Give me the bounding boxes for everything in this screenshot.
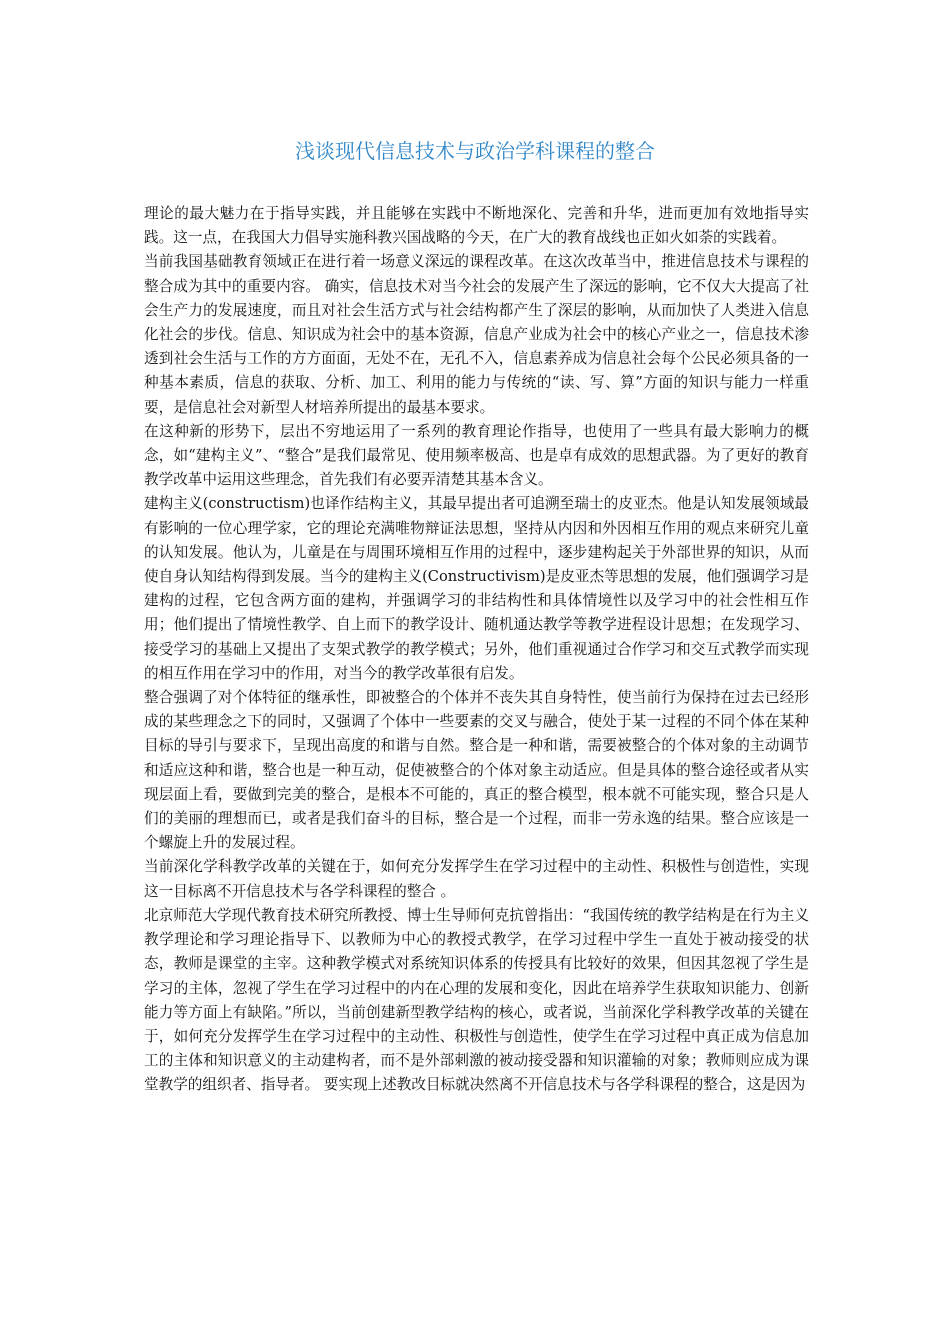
paragraph: 理论的最大魅力在于指导实践，并且能够在实践中不断地深化、完善和升华，进而更加有效地指导实践。这一点，在我国大力倡导实施科教兴国战略的今天，在广大的教育战线也正如火如荼的实践着。 — [144, 205, 809, 247]
paragraph: 整合强调了对个体特征的继承性，即被整合的个体并不丧失其自身特性，使当前行为保持在过去已经形成的某些理念之下的同时，又强调了个体中一些要素的交叉与融合，使处于某一过程的不同个体在某种目标的导引与要求下，呈现出高度的和谐与自然。整合是一种和谐，需要被整合的个体对象的主动调节和适应这种和谐，整合也是一种互动，促使被整合的个体对象主动适应。但是具体的整合途径或者从实现层面上看，要做到完美的整合，是根本不可能的，真正的整合模型，根本就不可能实现，整合只是人们的美丽的理想而已，或者是我们奋斗的目标，整合是一个过程，而非一劳永逸的结果。整合应该是一个螺旋上升的发展过程。 — [144, 689, 809, 852]
paragraph: 北京师范大学现代教育技术研究所教授、博士生导师何克抗曾指出：“我国传统的教学结构是在行为主义教学理论和学习理论指导下、以教师为中心的教授式教学，在学习过程中学生一直处于被动接受的状态，教师是课堂的主宰。这种教学模式对系统知识体系的传授具有比较好的效果，但因其忽视了学生是学习的主体，忽视了学生在学习过程中的内在心理的发展和变化，因此在培养学生获取知识能力、创新能力等方面上有缺陷。”所以，当前创建新型教学结构的核心，或者说，当前深化学科教学改革的关键在于，如何充分发挥学生在学习过程中的主动性、积极性与创造性，使学生在学习过程中真正成为信息加工的主体和知识意义的主动建构者，而不是外部刺激的被动接受器和知识灌输的对象；教师则应成为课堂教学的组织者、指导者。 要实现上述教改目标就决然离不开信息技术与各学科课程的整合，这是因为 — [144, 906, 809, 1094]
document-title: 浅谈现代信息技术与政治学科课程的整合 — [295, 139, 655, 163]
paragraph: 当前我国基础教育领域正在进行着一场意义深远的课程改革。在这次改革当中，推进信息技术与课程的整合成为其中的重要内容。 确实，信息技术对当今社会的发展产生了深远的影响，它不仅大大提高了社会生产力的发展速度，而且对社会生活方式与社会结构都产生了深层的影响，从而加快了人类进入信息化社会的步伐。信息、知识成为社会中的基本资源，信息产业成为社会中的核心产业之一，信息技术渗透到社会生活与工作的方方面面，无处不在，无孔不入，信息素养成为信息社会每个公民必须具备的一种基本素质，信息的获取、分析、加工、利用的能力与传统的“读、写、算”方面的知识与能力一样重要，是信息社会对新型人材培养所提出的最基本要求。 — [144, 253, 809, 416]
document-body — [144, 202, 809, 1098]
paragraph: 当前深化学科教学改革的关键在于，如何充分发挥学生在学习过程中的主动性、积极性与创造性，实现这一目标离不开信息技术与各学科课程的整合 。 — [144, 858, 809, 900]
paragraph: 建构主义(constructism)也译作结构主义，其最早提出者可追溯至瑞士的皮亚杰。他是认知发展领域最有影响的一位心理学家，它的理论充满唯物辩证法思想，坚持从内因和外因相互作用的观点来研究儿童的认知发展。他认为，儿童是在与周围环境相互作用的过程中，逐步建构起关于外部世界的知识，从而使自身认知结构得到发展。当今的建构主义(Constructivism)是皮亚杰等思想的发展，他们强调学习是建构的过程，它包含两方面的建构，并强调学习的非结构性和具体情境性以及学习中的社会性相互作用；他们提出了情境性教学、自上而下的教学设计、随机通达教学等教学进程设计思想；在发现学习、接受学习的基础上又提出了支架式教学的教学模式；另外，他们重视通过合作学习和交互式教学而实现的相互作用在学习中的作用，对当今的教学改革很有启发。 — [144, 495, 809, 682]
paragraph: 在这种新的形势下，层出不穷地运用了一系列的教育理论作指导，也使用了一些具有最大影响力的概念，如“建构主义”、“整合”是我们最常见、使用频率极高、也是卓有成效的思想武器。为了更好的教育教学改革中运用这些理念，首先我们有必要弄清楚其基本含义。 — [144, 422, 809, 489]
